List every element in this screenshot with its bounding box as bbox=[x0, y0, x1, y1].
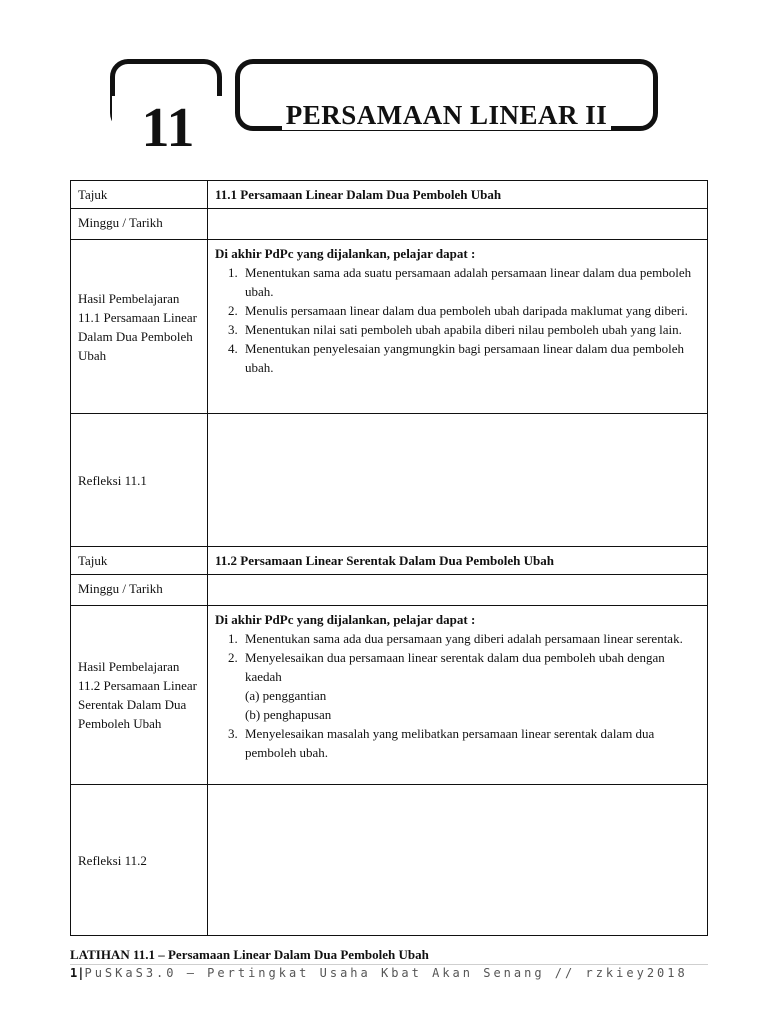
page-footer bbox=[70, 964, 688, 982]
table-row bbox=[71, 547, 708, 575]
minggu-label: Minggu / Tarikh bbox=[71, 575, 208, 606]
list-item: 1. Menentukan sama ada suatu persamaan adalah persamaan linear dalam dua pemboleh ubah. bbox=[241, 263, 700, 301]
list-item: 4. Menentukan penyelesaian yangmungkin bagi persamaan linear dalam dua pemboleh ubah. bbox=[241, 339, 700, 377]
hasil-label: Hasil Pembelajaran 11.1 Persamaan Linear Dalam Dua Pemboleh Ubah bbox=[71, 240, 208, 414]
method-item: (a) penggantian bbox=[245, 688, 327, 703]
refleksi-value-cell[interactable] bbox=[208, 414, 708, 547]
tajuk-label: Tajuk bbox=[71, 181, 208, 209]
minggu-value-cell[interactable] bbox=[208, 209, 708, 240]
table-row bbox=[71, 785, 708, 936]
method-item: (b) penghapusan bbox=[245, 707, 332, 722]
list-item bbox=[241, 648, 700, 724]
tajuk-label: Tajuk bbox=[71, 547, 208, 575]
hasil-label: Hasil Pembelajaran 11.2 Persamaan Linear Serentak Dalam Dua Pemboleh Ubah bbox=[71, 606, 208, 785]
chapter-number: 11 bbox=[112, 96, 224, 160]
list-item: 3. Menyelesaikan masalah yang melibatkan persamaan linear serentak dalam dua pemboleh ubah. bbox=[241, 724, 700, 762]
list-item: 2. Menulis persamaan linear dalam dua pemboleh ubah daripada maklumat yang diberi. bbox=[241, 301, 700, 320]
objectives-list bbox=[215, 629, 700, 762]
refleksi-label: Refleksi 11.2 bbox=[71, 785, 208, 936]
tajuk-value: 11.1 Persamaan Linear Dalam Dua Pemboleh Ubah bbox=[208, 181, 708, 209]
learning-plan-table bbox=[70, 180, 708, 936]
list-item: 3. Menentukan nilai sati pemboleh ubah apabila diberi nilau pemboleh ubah yang lain. bbox=[241, 320, 700, 339]
table-row bbox=[71, 606, 708, 785]
table-row bbox=[71, 240, 708, 414]
objectives-cell bbox=[208, 606, 708, 785]
minggu-value-cell[interactable] bbox=[208, 575, 708, 606]
objectives-intro: Di akhir PdPc yang dijalankan, pelajar dapat : bbox=[215, 612, 476, 627]
table-row bbox=[71, 181, 708, 209]
refleksi-label: Refleksi 11.1 bbox=[71, 414, 208, 547]
minggu-label: Minggu / Tarikh bbox=[71, 209, 208, 240]
page-number: 1 bbox=[70, 966, 78, 980]
objectives-list bbox=[215, 263, 700, 377]
table-row bbox=[71, 575, 708, 606]
footer-text: PuSKaS3.0 – Pertingkat Usaha Kbat Akan Senang // rzkiey2018 bbox=[84, 966, 688, 980]
refleksi-value-cell[interactable] bbox=[208, 785, 708, 936]
footer-separator: | bbox=[77, 966, 85, 980]
list-item-text: Menyelesaikan dua persamaan linear serentak dalam dua pemboleh ubah dengan kaedah bbox=[245, 650, 665, 684]
table-row bbox=[71, 414, 708, 547]
table-row bbox=[71, 209, 708, 240]
objectives-cell bbox=[208, 240, 708, 414]
objectives-intro: Di akhir PdPc yang dijalankan, pelajar dapat : bbox=[215, 246, 476, 261]
chapter-title-text: PERSAMAAN LINEAR II bbox=[282, 100, 612, 130]
tajuk-value: 11.2 Persamaan Linear Serentak Dalam Dua Pemboleh Ubah bbox=[208, 547, 708, 575]
chapter-title bbox=[235, 98, 658, 132]
exercise-heading: LATIHAN 11.1 – Persamaan Linear Dalam Dua Pemboleh Ubah bbox=[70, 947, 429, 962]
list-item: 1. Menentukan sama ada dua persamaan yang diberi adalah persamaan linear serentak. bbox=[241, 629, 700, 648]
